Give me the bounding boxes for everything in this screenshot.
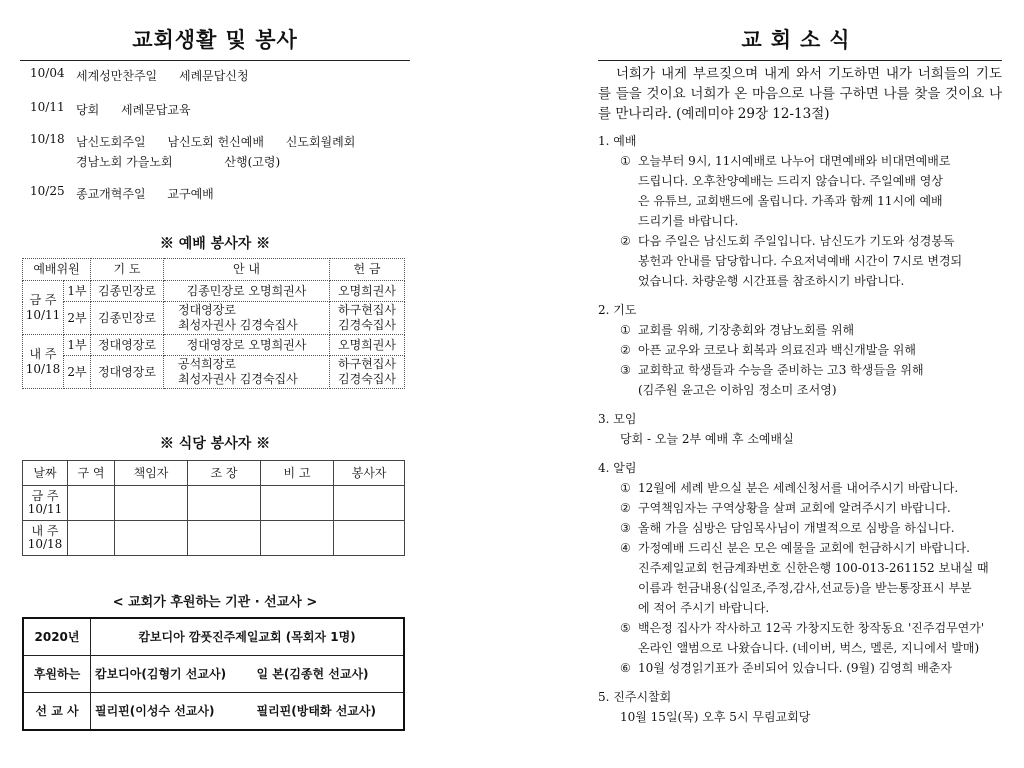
- schedule-item: [30, 100, 209, 120]
- list-item: ① 교회를 위해, 기장총회와 경남노회를 위해: [620, 323, 855, 337]
- schedule-event: 산행(고령): [224, 155, 281, 169]
- schedule-item: [30, 66, 267, 86]
- schedule-date: 10/18: [30, 132, 65, 146]
- table-header: 헌 금: [330, 259, 405, 281]
- missions-cell: 캄보디아(김형기 선교사): [91, 656, 257, 693]
- table-row: [23, 335, 405, 356]
- missions-table: [22, 617, 405, 731]
- table-header: 기 도: [91, 259, 164, 281]
- empty-cell: [115, 486, 188, 521]
- list-item: ④ 가정예배 드리신 분은 모은 예물을 교회에 헌금하시기 바랍니다.: [620, 541, 970, 555]
- schedule-event: 당회: [76, 103, 100, 117]
- schedule-date: 10/04: [30, 66, 65, 80]
- table-header: 안 내: [164, 259, 330, 281]
- guide-cell: 김종민장로 오명희권사: [164, 281, 330, 302]
- empty-cell: [188, 486, 261, 521]
- missions-label: 후원하는: [23, 656, 91, 693]
- worship-volunteers-table: [22, 258, 405, 389]
- schedule-date: 10/11: [30, 100, 65, 114]
- offering-cell: 하구현집사 김경숙집사: [330, 302, 405, 335]
- schedule-event: 남신도회주일: [76, 135, 146, 149]
- schedule-event: 남신도회 헌신예배: [167, 135, 264, 149]
- kitchen-volunteers-table: [22, 460, 405, 556]
- list-item: ③ 올해 가을 심방은 담임목사님이 개별적으로 심방을 하십니다.: [620, 521, 955, 535]
- list-item-cont: (김주원 윤고은 이하임 정소미 조서영): [638, 383, 837, 397]
- guide-cell: 공석희장로 최성자권사 김경숙집사: [164, 356, 330, 389]
- offering-cell: 오명희권사: [330, 281, 405, 302]
- list-item: ① 오늘부터 9시, 11시예배로 나누어 대면예배와 비대면예배로: [620, 154, 951, 168]
- empty-cell: [68, 521, 115, 556]
- left-column: [20, 0, 410, 718]
- week-cell: 내 주 10/18: [23, 335, 64, 389]
- list-item: ② 다음 주일은 남신도회 주일입니다. 남신도가 기도와 성경봉독: [620, 234, 955, 248]
- kitchen-volunteers-title: ※ 식당 봉사자 ※: [159, 436, 271, 452]
- list-item-cont: 온라인 앨범으로 나왔습니다. (네이버, 벅스, 멜론, 지니에서 발매): [638, 641, 980, 655]
- presbytery-text: 10월 15일(목) 오후 5시 무림교회당: [620, 710, 811, 724]
- list-item-cont: 드리기를 바랍니다.: [638, 214, 739, 228]
- schedule-event: 세례문답교육: [121, 103, 191, 117]
- schedule-event: 종교개혁주일: [76, 187, 146, 201]
- table-header: 책임자: [115, 461, 188, 486]
- empty-cell: [334, 486, 405, 521]
- list-item-cont: 은 유튜브, 교회밴드에 올립니다. 가족과 함께 11시에 예배: [638, 194, 943, 208]
- list-item-cont: 진주제일교회 헌금계좌번호 신한은행 100-013-261152 보내실 때: [638, 561, 989, 575]
- empty-cell: [334, 521, 405, 556]
- section-presbytery: 5. 진주시찰회: [598, 690, 672, 704]
- list-item: ② 아픈 교우와 코로나 회복과 의료진과 백신개발을 위해: [620, 343, 916, 357]
- section-prayer: 2. 기도: [598, 303, 637, 317]
- week-cell: 금 주 10/11: [23, 281, 64, 335]
- schedule-event: 교구예배: [167, 187, 214, 201]
- prayer-cell: 김종민장로: [91, 281, 164, 302]
- list-item-cont: 봉헌과 안내를 담당합니다. 수요저녁예배 시간이 7시로 변경되: [638, 254, 963, 268]
- guide-cell: 정대영장로 오명희권사: [164, 335, 330, 356]
- right-section-title: 교회소식: [598, 0, 1002, 61]
- table-row: [23, 618, 404, 656]
- list-item-cont: 이름과 헌금내용(십일조,주정,감사,선교등)을 받는통장표시 부분: [638, 581, 972, 595]
- empty-cell: [68, 486, 115, 521]
- worship-volunteers-title: ※ 예배 봉사자 ※: [159, 236, 271, 252]
- schedule-event: 경남노회 가을노회: [76, 155, 173, 169]
- week-cell: 금 주 10/11: [23, 486, 68, 521]
- empty-cell: [188, 521, 261, 556]
- service-cell: 1부: [64, 335, 91, 356]
- list-item: ② 구역책임자는 구역상황을 살펴 교회에 알려주시기 바랍니다.: [620, 501, 951, 515]
- prayer-cell: 정대영장로: [91, 335, 164, 356]
- schedule-event: 세례문답신청: [178, 69, 249, 83]
- offering-cell: 하구현집사 김경숙집사: [330, 356, 405, 389]
- list-item-cont: 었습니다. 차량운행 시간표를 참조하시기 바랍니다.: [638, 274, 905, 288]
- table-header: 날짜: [23, 461, 68, 486]
- left-section-title: 교회생활 및 봉사: [20, 0, 410, 61]
- list-item: ⑥ 10월 성경읽기표가 준비되어 있습니다. (9월) 김영희 배춘자: [620, 661, 952, 675]
- service-cell: 1부: [64, 281, 91, 302]
- table-header: 봉사자: [334, 461, 405, 486]
- missions-label: 2020년: [23, 618, 91, 656]
- schedule-date: 10/25: [30, 184, 65, 198]
- empty-cell: [261, 486, 334, 521]
- missions-title: < 교회가 후원하는 기관 · 선교사 >: [112, 595, 318, 610]
- table-row: [23, 356, 405, 389]
- week-cell: 내 주 10/18: [23, 521, 68, 556]
- empty-cell: [261, 521, 334, 556]
- table-header: 조 장: [188, 461, 261, 486]
- right-column: [598, 0, 1002, 724]
- section-meeting: 3. 모임: [598, 412, 637, 426]
- schedule-item: [30, 184, 232, 204]
- missions-cell: 필리핀(방태화 선교사): [256, 693, 404, 731]
- section-worship: 1. 예배: [598, 134, 637, 148]
- section-notice: 4. 알림: [598, 461, 637, 475]
- schedule-event: 신도회월례회: [285, 135, 356, 149]
- missions-cell: 일 본(김종현 선교사): [256, 656, 404, 693]
- table-row: [23, 486, 405, 521]
- missions-cell: 필리핀(이성수 선교사): [91, 693, 257, 731]
- schedule-item: [30, 132, 373, 172]
- bible-verse: 너희가 내게 부르짖으며 내게 와서 기도하면 내가 너희들의 기도를 들을 것이요 너희가 온 마음으로 나를 구하면 나를 찾을 것이요 나를 만나리라. (예레미야 29장 12-13절): [598, 66, 1002, 122]
- offering-cell: 오명희권사: [330, 335, 405, 356]
- service-cell: 2부: [64, 356, 91, 389]
- prayer-cell: 정대영장로: [91, 356, 164, 389]
- prayer-cell: 김종민장로: [91, 302, 164, 335]
- table-header: 비 고: [261, 461, 334, 486]
- table-row: [23, 656, 404, 693]
- table-header: 구 역: [68, 461, 115, 486]
- list-item-cont: 에 적어 주시기 바랍니다.: [638, 601, 770, 615]
- table-header: 예배위원: [23, 259, 91, 281]
- table-row: [23, 693, 404, 731]
- schedule-event: 세계성만찬주일: [76, 69, 158, 83]
- list-item: ① 12월에 세례 받으실 분은 세례신청서를 내어주시기 바랍니다.: [620, 481, 959, 495]
- table-row: [23, 521, 405, 556]
- table-row: [23, 281, 405, 302]
- table-row: [23, 302, 405, 335]
- guide-cell: 정대영장로 최성자권사 김경숙집사: [164, 302, 330, 335]
- list-item-cont: 드립니다. 오후찬양예배는 드리지 않습니다. 주일예배 영상: [638, 174, 943, 188]
- empty-cell: [115, 521, 188, 556]
- list-item: ③ 교회학교 학생들과 수능을 준비하는 고3 학생들을 위해: [620, 363, 924, 377]
- missions-cell: 캄보디아 깜풋진주제일교회 (목회자 1명): [91, 618, 405, 656]
- missions-label: 선 교 사: [23, 693, 91, 731]
- list-item: ⑤ 백은정 집사가 작사하고 12곡 가창지도한 창작동요 '진주검무연가': [620, 621, 985, 635]
- service-cell: 2부: [64, 302, 91, 335]
- meeting-text: 당회 - 오늘 2부 예배 후 소예배실: [620, 432, 794, 446]
